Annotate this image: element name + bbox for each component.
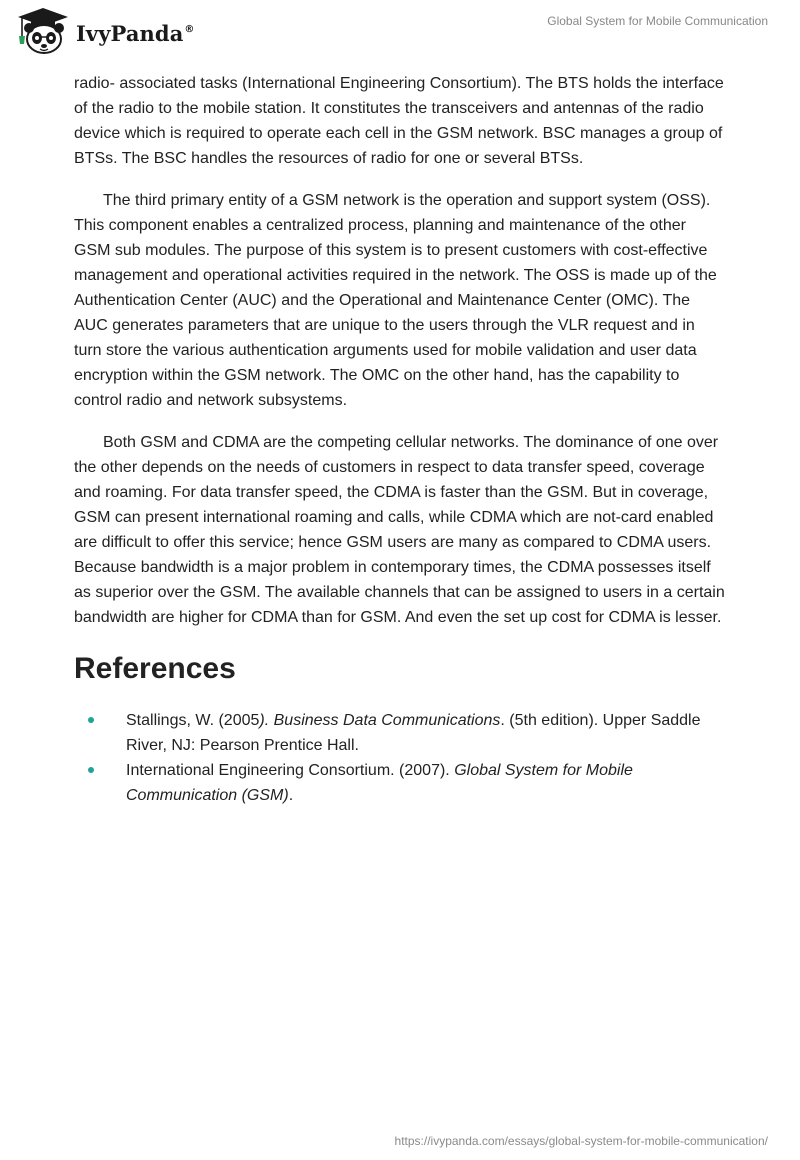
references-heading: References: [74, 652, 236, 685]
body-paragraph-3: Both GSM and CDMA are the competing cellular networks. The dominance of one over the other depends on the needs of customers in respect to data transfer speed, coverage and roaming. For data transfer speed, the CDMA is faster than the GSM. But in coverage, GSM can present international roaming and calls, while CDMA which are not-card enabled are difficult to offer this service; hence GSM users are many as compared to CDMA users. Because bandwidth is a major problem in contemporary times, the CDMA possesses itself as superior over the GSM. The available channels that can be assigned to users in a certain bandwidth are higher for CDMA than for GSM. And even the set up cost for CDMA is lesser.: [74, 434, 725, 626]
panda-graduate-icon: [14, 6, 72, 56]
reference-list: [74, 708, 726, 808]
reference-text-tail: . (5th edition). Upper Saddle River, NJ: Pearson Prentice Hall.: [126, 712, 701, 754]
bullet-icon: [88, 717, 94, 723]
reference-text-plain: Stallings, W. (2005: [126, 712, 260, 729]
source-url-link[interactable]: https://ivypanda.com/essays/global-system-for-mobile-communication/: [394, 1134, 768, 1148]
document-title: Global System for Mobile Communication: [547, 14, 768, 28]
bullet-icon: [88, 767, 94, 773]
page-header: [0, 0, 800, 62]
logo-wordmark: IvyPanda®: [76, 20, 195, 46]
reference-item: [74, 758, 726, 808]
reference-item: [74, 708, 726, 758]
ivypanda-logo[interactable]: [14, 6, 195, 56]
body-paragraph-1: radio- associated tasks (International Engineering Consortium). The BTS holds the interface of the radio to the mobile station. It constitutes the transceivers and antennas of the radio device which is required to operate each cell in the GSM network. BSC manages a group of BTSs. The BSC handles the resources of radio for one or several BTSs.: [74, 75, 724, 167]
reference-title: ). Business Data Communications: [259, 712, 501, 729]
reference-text-plain: International Engineering Consortium. (2007).: [126, 762, 455, 779]
body-paragraph-2: The third primary entity of a GSM network is the operation and support system (OSS). This component enables a centralized process, planning and maintenance of the other GSM sub modules. The purpose of this system is to present customers with cost-effective management and operational activities required in the network. The OSS is made up of the Authentication Center (AUC) and the Operational and Maintenance Center (OMC). The AUC generates parameters that are unique to the users through the VLR request and in turn store the various authentication arguments used for mobile validation and user data encryption within the GSM network. The OMC on the other hand, has the capability to control radio and network subsystems.: [74, 192, 717, 409]
essay-content: [74, 71, 726, 808]
reference-title: Global System for Mobile Communication (GSM): [126, 762, 633, 804]
registered-mark: ®: [184, 23, 195, 35]
reference-text-tail: .: [288, 787, 294, 804]
